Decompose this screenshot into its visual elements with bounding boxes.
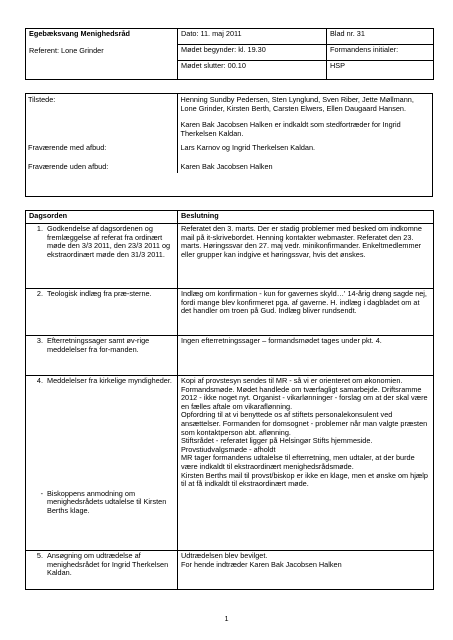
sub-item-title: Biskoppens anmodning om menighedsrådets udtalelse til Kirsten Berths klage.	[47, 488, 167, 515]
decision-paragraph: Provstiudvalgsmøde - afholdt	[181, 444, 276, 454]
item-title: Ansøgning om udtrædelse af menighedsrådet for Ingrid Therkelsen Kaldan.	[47, 551, 169, 578]
item-number: 3.	[36, 336, 43, 345]
item-title: Godkendelse af dagsordenen og fremlæggelse af referat fra ordinært møde den 3/3 2011, den 23/3 2011 og ekstraordinært møde den 31/3 2011.	[47, 224, 171, 259]
item-title: Efterretningssager samt øv-rige meddelelser fra for-manden.	[47, 336, 150, 354]
decision-paragraph: MR tager formandens udtalelse til efterretning, men udtaler, at der burde være indkaldt til ekstraordinært menighedsrådsmøde.	[181, 453, 415, 471]
org-name: Egebæksvang Menighedsråd	[29, 29, 130, 38]
item-number: 2.	[36, 289, 43, 298]
decision-item-1: Referatet den 3. marts. Der er stadig problemer med besked om indkomne mail på it-skrivebordet. Henning kontakter webmaster. Referatet den 23. marts. Høringssvar den 27. maj vedr. minikonfirmander. Enkeltmedlemmer eller grupper kan indgive et høringssvar, hvis det ønskes.	[178, 224, 434, 289]
sub-item-dash: -	[40, 488, 43, 498]
item-title: Teologisk indlæg fra præ-sterne.	[47, 289, 152, 298]
header-table	[25, 28, 434, 80]
attendance-table	[25, 93, 433, 173]
present-value: Henning Sundby Pedersen, Sten Lynglund, Sven Riber, Jette Møllmann, Lone Grinder, Kirsten Berth, Carsten Elwers, Ellen Daugaard Hansen.	[180, 95, 414, 113]
referent: Referent: Lone Grinder	[29, 45, 104, 55]
decision-paragraph: Formandsmøde. Mødet handlede om tværfagligt samarbejde. Driftsramme 2012 - ikke noget nyt. Organist - vikarlønninger - forslag om at der skal være en fælles aftale om vikaraflønning.	[181, 384, 428, 411]
item-number: 5.	[36, 551, 43, 560]
item-number: 4.	[36, 376, 43, 385]
decision-paragraph: Udtrædelsen blev bevilget.	[181, 551, 268, 560]
decision-paragraph: For hende indtræder Karen Bak Jacobsen Halken	[181, 559, 342, 569]
meeting-date: Dato: 11. maj 2011	[178, 29, 327, 45]
agenda-table	[25, 210, 434, 590]
agenda-item-4	[26, 376, 178, 551]
agenda-item-2	[26, 289, 178, 336]
meeting-start: Mødet begynder: kl. 19.30	[178, 45, 327, 61]
agenda-item-5	[26, 551, 178, 590]
meeting-end: Mødet slutter: 00.10	[178, 61, 327, 80]
sheet-number: Blad nr. 31	[327, 29, 434, 45]
page-number: 1	[224, 614, 229, 623]
decision-item-4	[178, 376, 434, 551]
decision-paragraph: Kirsten Berths mail til provst/biskop er ikke en klage, men et ønske om hjælp til at få indkaldt til ekstraordinært møde.	[181, 470, 428, 489]
absent-with-label: Fraværende med afbud:	[28, 143, 107, 153]
agenda-item-1	[26, 224, 178, 289]
initials-label: Formandens initialer:	[327, 45, 434, 61]
item-title: Meddelelser fra kirkelige myndigheder.	[47, 376, 172, 385]
decision-paragraph: Stiftsrådet - referatet ligger på Helsingør Stifts hjemmeside.	[181, 436, 373, 446]
decision-item-2: Indlæg om konfirmation - kun for gavernes skyld…' 14-årig drøng sagde nej, fordi mange blev konfirmeret pga. af gaverne. H. indlæg i dagbladet om at det handler om troen på Gud. Indlæg bliver rundsendt.	[178, 289, 434, 336]
absent-with-value: Lars Karnov og Ingrid Therkelsen Kaldan.	[177, 139, 433, 154]
present-cell	[177, 93, 433, 139]
item-number: 1.	[36, 224, 43, 233]
agenda-col-header: Dagsorden	[26, 211, 178, 224]
decision-paragraph: Kopi af provstesyn sendes til MR - så vi er orienteret om økonomien.	[181, 376, 403, 385]
decision-item-3: Ingen efterretningssager – formandsmødet tages under pkt. 4.	[178, 336, 434, 376]
absent-without-value: Karen Bak Jacobsen Halken	[177, 154, 433, 173]
initials-value: HSP	[327, 61, 434, 80]
decision-item-5	[178, 551, 434, 590]
header-org-cell	[26, 29, 178, 80]
substitute-note: Karen Bak Jacobsen Halken er indkaldt som stedfortræder for Ingrid Therkelsen Kaldan.	[180, 120, 401, 138]
agenda-item-3	[26, 336, 178, 376]
decision-col-header: Beslutning	[178, 211, 434, 224]
present-label: Tilstede:	[28, 95, 56, 104]
absent-without-label: Fraværende uden afbud:	[28, 161, 109, 171]
decision-paragraph: Opfordring til at vi benyttede os af stiftets personalekonsulent ved ansættelser. Formanden for domsognet - problemer når man valgte præsten som kontaktperson abt. aflønning.	[181, 410, 428, 437]
